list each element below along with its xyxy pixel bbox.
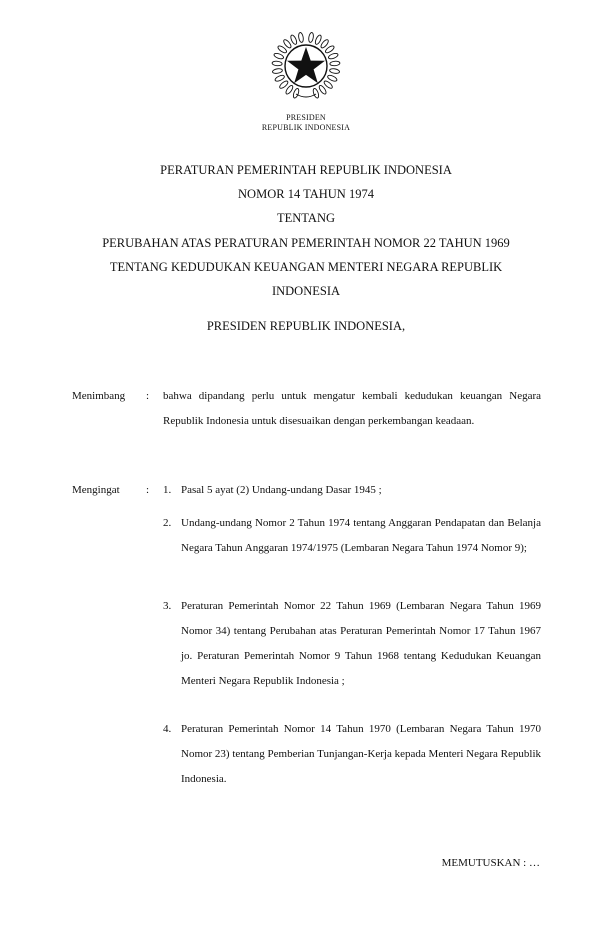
wreath-leaf-icon [274, 74, 285, 82]
list-item-text: Undang-undang Nomor 2 Tahun 1974 tentang Anggaran Pendapatan dan Belanja Negara Tahun Anggaran 1974/1975 (Lembaran Negara Tahun 1974 Nomor 9); [181, 517, 541, 554]
regulation-title [0, 158, 612, 303]
wreath-leaf-icon [330, 61, 340, 66]
wreath-leaf-icon [272, 61, 282, 66]
issuer-header [0, 113, 612, 133]
star-wreath-emblem-icon [266, 26, 346, 106]
menimbang-label: Menimbang [72, 390, 126, 402]
wreath-leaf-icon [272, 68, 283, 74]
continuation-marker: MEMUTUSKAN : … [441, 857, 540, 869]
menimbang-colon: : [146, 390, 150, 402]
title-line-4: PERUBAHAN ATAS PERATURAN PEMERINTAH NOMOR 22 TAHUN 1969 [102, 235, 510, 250]
wreath-leaf-icon [329, 68, 340, 74]
menimbang-text: bahwa dipandang perlu untuk mengatur kembali kedudukan keuangan Negara Republik Indonesia untuk disesuaikan dengan perkembangan keadaan. [163, 390, 541, 427]
president-declaration: PRESIDEN REPUBLIK INDONESIA, [206, 319, 406, 333]
title-line-2: NOMOR 14 TAHUN 1974 [238, 187, 374, 202]
list-item-number: 3. [163, 600, 172, 612]
list-item [163, 717, 541, 792]
title-line-1: PERATURAN PEMERINTAH REPUBLIK INDONESIA [160, 163, 452, 177]
wreath-leaf-icon [328, 52, 339, 60]
wreath-leaf-icon [308, 32, 314, 43]
list-item-text: Peraturan Pemerintah Nomor 14 Tahun 1970 (Lembaran Negara Tahun 1970 Nomor 23) tentang Pemberian Tunjangan-Kerja kepada Menteri Negara Republik Indonesia. [181, 723, 541, 785]
wreath-leaf-icon [314, 34, 322, 45]
wreath-leaf-icon [312, 88, 320, 99]
issuer-line-republic: REPUBLIK INDONESIA [261, 123, 351, 132]
list-item [163, 478, 541, 503]
list-item-number: 4. [163, 723, 172, 735]
mengingat-label: Mengingat [72, 484, 120, 496]
wreath-leaf-icon [290, 34, 298, 45]
wreath-leaf-icon [327, 74, 338, 82]
wreath-leaf-icon [298, 32, 304, 43]
list-item [163, 511, 541, 561]
list-item [163, 594, 541, 694]
list-item-text: Pasal 5 ayat (2) Undang-undang Dasar 1945 ; [181, 484, 382, 496]
title-line-5: TENTANG KEDUDUKAN KEUANGAN MENTERI NEGARA REPUBLIK [109, 259, 503, 274]
wreath-leaf-icon [273, 52, 284, 60]
mengingat-colon: : [146, 484, 150, 496]
wreath-leaf-icon [292, 88, 300, 99]
issuer-line-president: PRESIDEN [286, 113, 326, 122]
list-item-number: 2. [163, 517, 172, 529]
list-item-text: Peraturan Pemerintah Nomor 22 Tahun 1969 (Lembaran Negara Tahun 1969 Nomor 34) tentang Perubahan atas Peraturan Pemerintah Nomor 17 Tahun 1967 jo. Peraturan Pemerintah Nomor 9 Tahun 1968 tentang Kedudukan Keuangan Menteri Negara Republik Indonesia ; [181, 600, 541, 687]
title-line-6: INDONESIA [271, 284, 341, 299]
title-line-3: TENTANG [276, 211, 335, 226]
list-item-number: 1. [163, 484, 172, 496]
